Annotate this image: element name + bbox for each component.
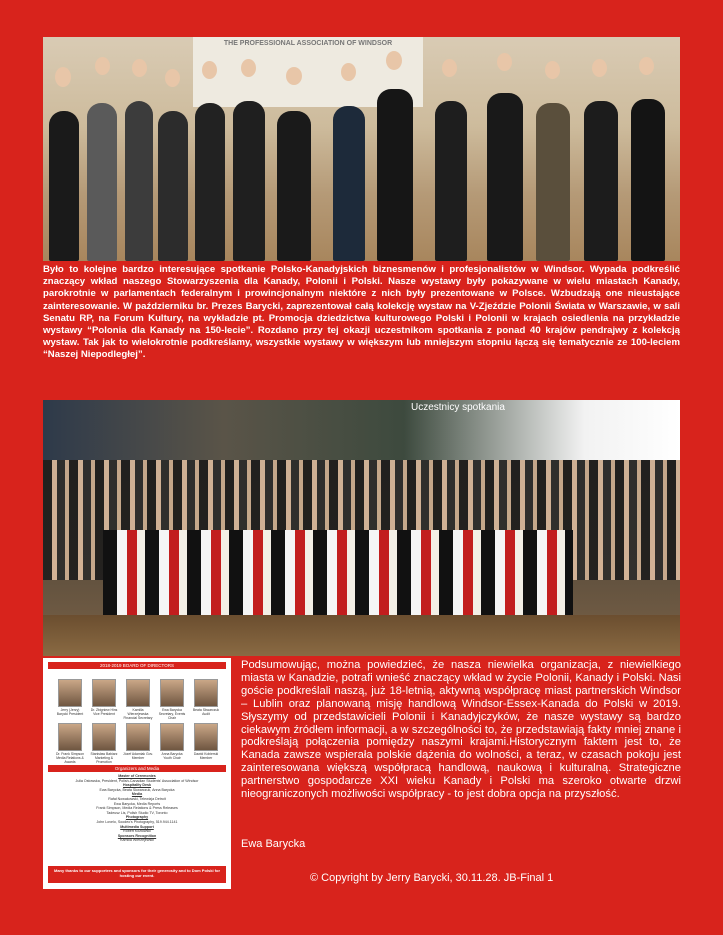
director-card: Stanisław Babiarz Marketing & Promotion bbox=[89, 723, 119, 764]
directors-grid bbox=[43, 669, 231, 765]
photo-caption-participants: Uczestnicy spotkania bbox=[411, 402, 505, 413]
organizers-title: Organizers and Media bbox=[48, 765, 226, 772]
director-card: Dr. Zbigniew Hins Vice President bbox=[89, 679, 119, 716]
director-card: Anna Barycka Youth Chair bbox=[157, 723, 187, 760]
director-card: Beata Skwarczuk Audit bbox=[191, 679, 221, 716]
director-card: Józef Adamiak Gov. Member bbox=[123, 723, 153, 760]
signature: Ewa Barycka bbox=[241, 838, 306, 850]
director-card: Ewa Barycka Secretary, Events Chair bbox=[157, 679, 187, 720]
participants-photo bbox=[43, 400, 680, 656]
paragraph-1: Było to kolejne bardzo interesujące spotkanie Polsko-Kanadyjskich biznesmenów i profesjonalistów w Windsor. Wypada podkreślić znaczący wkład naszego Stowarzyszenia dla Kanady, Polonii i Polski. Nasze wystawy były pokazywane w wielu miastach Kanady, parokrotnie w parlamentach federalnym i prowincjonalnym niektóre z nich były prezentowane w Polsce. Wzbudzają one nieustające zainteresowanie. W październiku br. Prezes Barycki, zaprezentował całą kolekcję wystaw na V-Zjeździe Polonii Świata w Warszawie, w sali Senatu RP, na Forum Kultury, na wykładzie pt. Promocja dziedzictwa kulturowego Polski i Polonii w krajach osiedlenia na przykładzie wystawy “Polonia dla Kanady na 150-lecie”. Rozdano przy tej okazji uczestnikom spotkania z ponad 40 krajów pendrajwy z kolekcją wystaw. Tak jak to wielokrotnie podkreślamy, wszystkie wystawy w większym lub mniejszym stopniu łączą się tematycznie ze 100-leciem “Naszej Niepodległej”. bbox=[43, 264, 680, 361]
organizers-list: Master of Ceremonies Julia Ostowska, President, Polish-Canadian Students' Association of Windsor Hospitality Desk Ewa Barycka, Beata Skwarczuk, Anna Barycka Media Rafał Nowakowski, Telewizja Detroit Ewa Barycka, Media Reports Frank Simpson, Media Relations & Press Releases Tadeusz Lis, Polish Studio TV, Toronto Photography John Lovelo, Soodeo's Photography, 519.944.1141 Multimedia Support Robert Kozłowski Sponsors Recognition Kamilla Wierzejewski bbox=[75, 774, 199, 843]
director-card: Dawid Kobierski Member bbox=[191, 723, 221, 760]
screen-text: THE PROFESSIONAL ASSOCIATION OF WINDSOR bbox=[223, 40, 393, 47]
paragraph-2: Podsumowując, można powiedzieć, że nasza niewielka organizacja, z niewielkiego miasta w Kanadzie, potrafi wnieść znaczący wkład w życie Polonii, Kanady i Polski. Nasi goście podkreślali naszą, już 18-letnią, aktywną współpracę miast partnerskich Windsor – Lublin oraz planowaną misję handlową Windsor-Essex-Kanada do Polski w 2019. Słyszymy od przedstawicieli Polonii i Kanadyjczyków, że nasze wystawy są bardzo ciekawym źródłem informacji, a w szczególności to, że przedstawiają fakty mniej znane i podkreślają połączenia pomiędzy naszymi krajami.Historycznym faktem jest to, że Kanada zawsze wspierała polskie dążenia do wolności, a teraz, w czasach pokoju jest zainteresowana większą współpracą handlową, naukową i kulturalną. Strategiczne partnerstwo gospodarcze XXI wieku Kanady i Polski ma szeroko otwarte drzwi nieograniczonych możliwości współpracy - to jest dobra opcja na przyszłość. bbox=[241, 659, 681, 801]
director-card: Dr. Frank Simpson Media Relations & Awards bbox=[55, 723, 85, 764]
board-header: 2018-2019 BOARD OF DIRECTORS bbox=[48, 662, 226, 669]
sponsors-photo bbox=[43, 37, 680, 261]
thanks-banner: Many thanks to our supporters and sponsors for their generosity and to Dom Polski for hosting our event. bbox=[48, 866, 226, 883]
director-card: Jerry (Jerzy) Barycki President bbox=[55, 679, 85, 716]
copyright-notice: © Copyright by Jerry Barycki, 30.11.28. JB-Final 1 bbox=[310, 872, 554, 884]
director-card: Kamilla Wierzejewska Financial Secretary bbox=[123, 679, 153, 720]
board-of-directors-flyer bbox=[43, 658, 231, 889]
